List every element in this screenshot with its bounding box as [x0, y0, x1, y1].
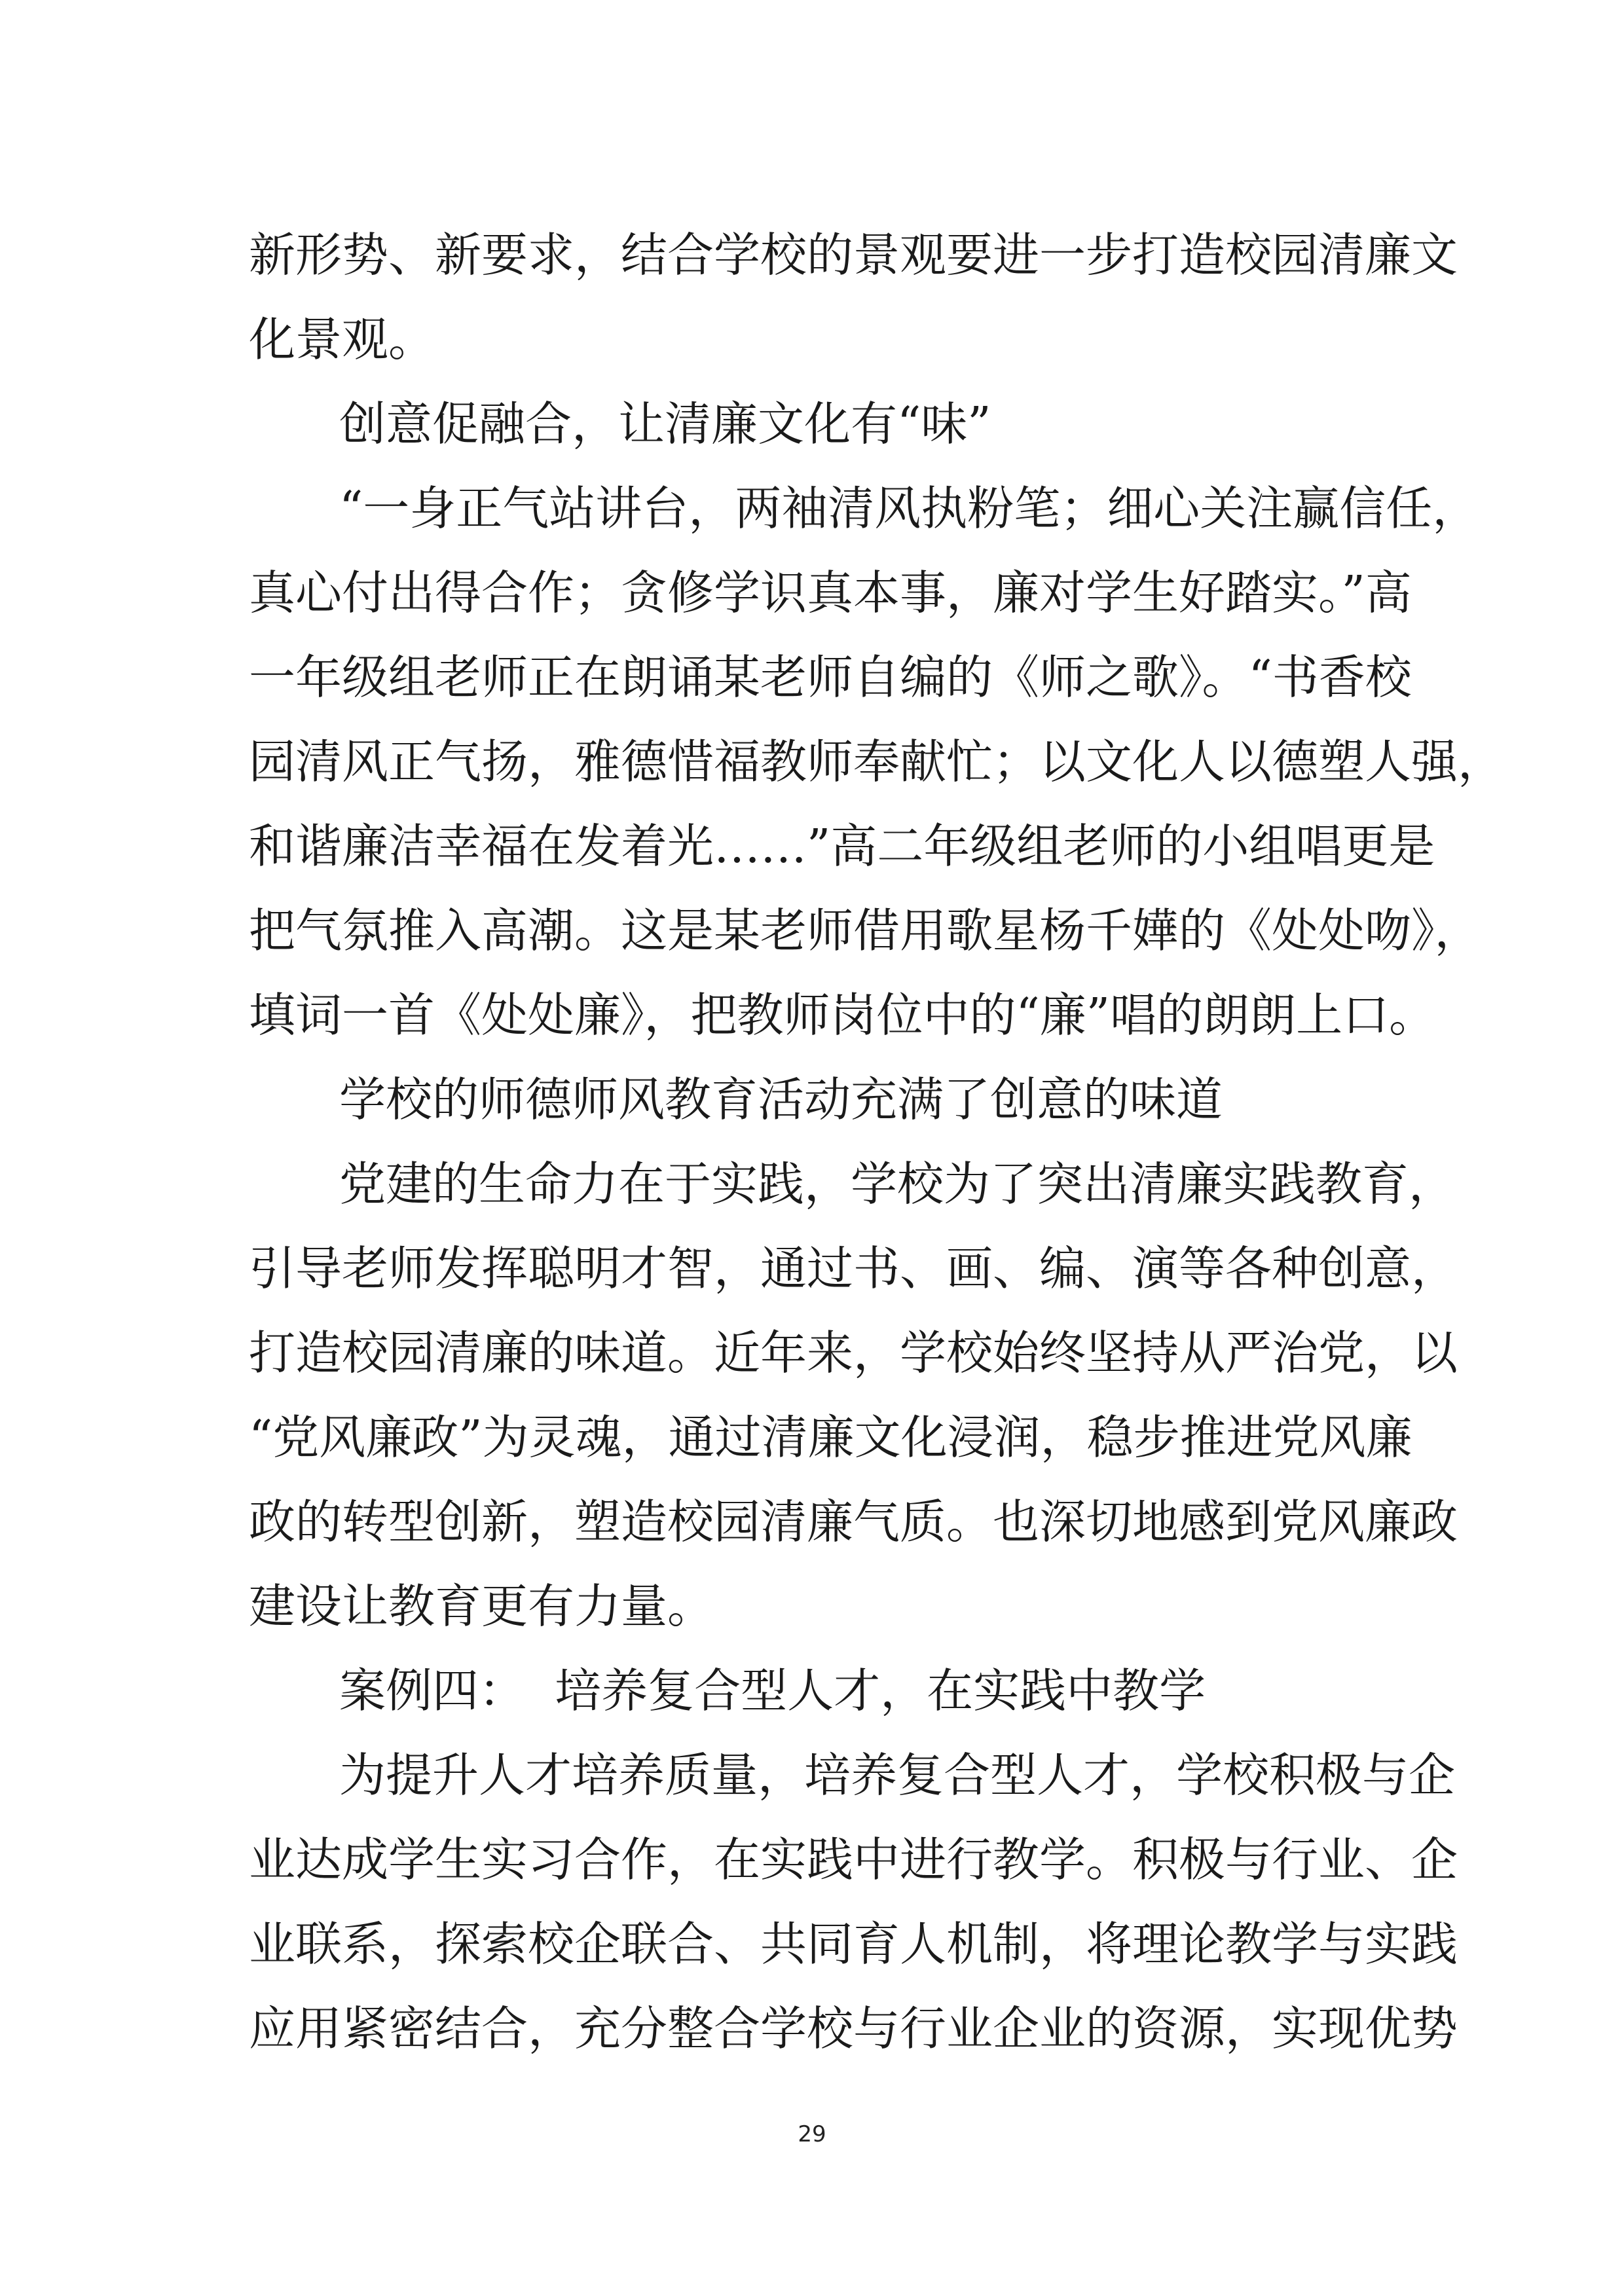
text-line: 应用紧密结合，充分整合学校与行业企业的资源，实现优势 [249, 2001, 1458, 2056]
text-line: 真心付出得合作；贪修学识真本事，廉对学生好踏实。”高 [249, 566, 1412, 620]
section-heading: 学校的师德师风教育活动充满了创意的味道 [339, 1072, 1223, 1127]
section-heading: 创意促融合，让清廉文化有“味” [339, 397, 991, 451]
text-line: 化景观。 [249, 312, 435, 367]
text-line: 一年级组老师正在朗诵某老师自编的《师之歌》。“书香校 [249, 650, 1412, 704]
text-line: 引导老师发挥聪明才智，通过书、画、编、演等各种创意， [249, 1241, 1458, 1296]
text-line: 业达成学生实习合作，在实践中进行教学。积极与行业、企 [249, 1832, 1458, 1887]
text-line: “一身正气站讲台，两袖清风执粉笔；细心关注赢信任， [339, 481, 1479, 536]
text-line: 业联系，探索校企联合、共同育人机制，将理论教学与实践 [249, 1917, 1458, 1971]
text-line: 填词一首《处处廉》，把教师岗位中的“廉”唱的朗朗上口。 [249, 988, 1436, 1042]
page-number: 29 [798, 2121, 826, 2147]
text-line: 新形势、新要求，结合学校的景观要进一步打造校园清廉文 [249, 228, 1458, 282]
text-line: 为提升人才培养质量，培养复合型人才，学校积极与企 [339, 1748, 1456, 1802]
text-line: 打造校园清廉的味道。近年来，学校始终坚持从严治党，以 [249, 1326, 1458, 1380]
text-line: “党风廉政”为灵魂，通过清廉文化浸润，稳步推进党风廉 [249, 1410, 1412, 1465]
section-heading: 案例四： 培养复合型人才，在实践中教学 [339, 1664, 1206, 1718]
text-line: 建设让教育更有力量。 [249, 1579, 714, 1633]
body-text [249, 213, 1505, 2071]
text-line: 和谐廉洁幸福在发着光……”高二年级组老师的小组唱更是 [249, 819, 1435, 873]
text-line: 政的转型创新，塑造校园清廉气质。也深切地感到党风廉政 [249, 1495, 1458, 1549]
text-line: 园清风正气扬，雅德惜福教师奉献忙；以文化人以德塑人强， [249, 735, 1505, 789]
text-line: 党建的生命力在于实践，学校为了突出清廉实践教育， [339, 1157, 1456, 1211]
text-line: 把气氛推入高潮。这是某老师借用歌星杨千嬅的《处处吻》， [249, 903, 1481, 958]
